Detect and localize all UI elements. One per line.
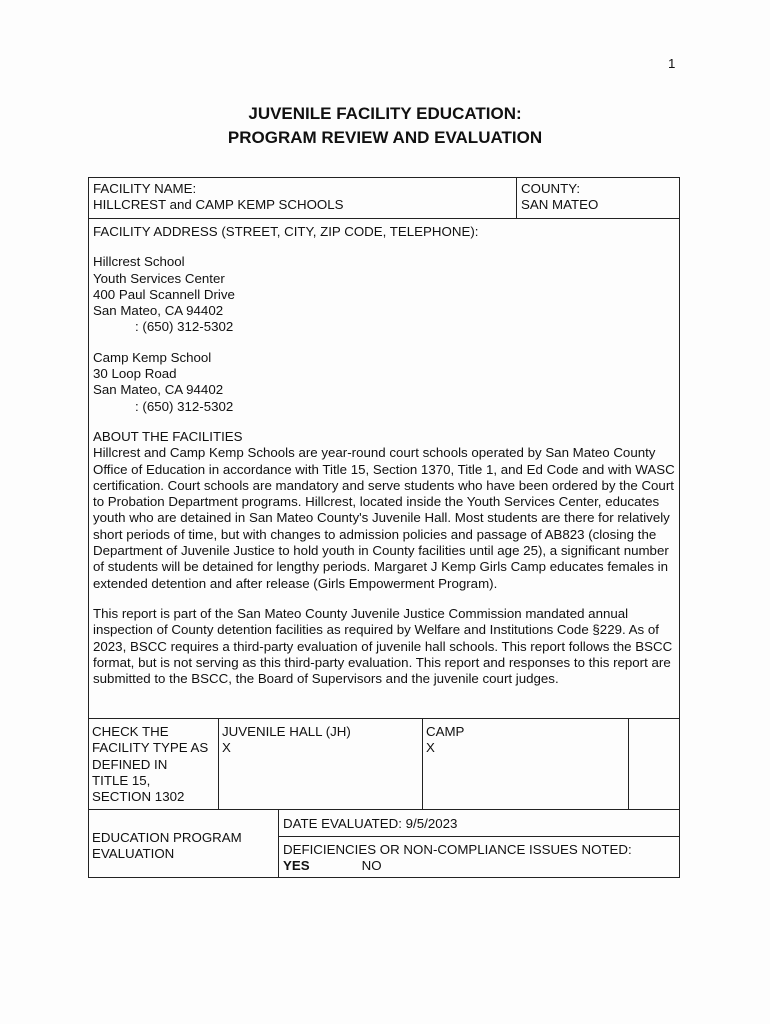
document-title: JUVENILE FACILITY EDUCATION: — [248, 104, 522, 123]
hillcrest-city: San Mateo, CA 94402 — [93, 303, 224, 319]
blank-cell — [628, 718, 680, 810]
camp-cell — [422, 718, 629, 810]
kemp-phone: : (650) 312-5302 — [135, 398, 234, 414]
hillcrest-street: 400 Paul Scannell Drive — [93, 286, 235, 302]
about-text: Hillcrest and Camp Kemp Schools are year-round court schools operated by San Mateo County Office of Education in accordance with Title 15, Section 1370, Title 1, and Ed Code and with WASC certification. Court schools are mandatory and serve students who have been ordered by the Court to Probation Department programs. Hillcrest, located inside the Youth Services Center, educates youth who are detained in San Mateo County's Juvenile Hall. Most students are there for relatively short periods of time, but with changes to admission policies and passage of AB823 (closing the Department of Juvenile Justice to hold youth in County facilities until age 25), a significant number of students will be detained for lengthy periods. Margaret J Kemp Girls Camp educates females in extended detention and after release (Girls Empowerment Program). — [93, 445, 675, 591]
date-evaluated: DATE EVALUATED: 9/5/2023 — [283, 816, 458, 831]
hillcrest-address — [93, 254, 675, 335]
education-eval-label: EVALUATION — [92, 846, 175, 862]
hillcrest-name: Hillcrest School — [93, 254, 185, 270]
education-eval-label: EDUCATION PROGRAM — [92, 830, 242, 845]
check-label-line: TITLE 15, — [92, 772, 151, 788]
check-label-line: CHECK THE — [92, 724, 169, 739]
page-number: 1 — [668, 56, 676, 71]
report-text: This report is part of the San Mateo County Juvenile Justice Commission mandated annual inspection of County detention facilities as required by Welfare and Institutions Code §229. As of 2023, BSCC requires a third-party evaluation of juvenile hall schools. This report follows the BSCC format, but is not serving as this third-party evaluation. This report and responses to this report are submitted to the BSCC, the Board of Supervisors and the juvenile court judges. — [93, 605, 673, 687]
kemp-address — [93, 350, 675, 415]
address-label: FACILITY ADDRESS (STREET, CITY, ZIP CODE, TELEPHONE): — [93, 224, 479, 239]
about-heading: ABOUT THE FACILITIES — [93, 428, 243, 444]
kemp-name: Camp Kemp School — [93, 349, 212, 365]
county-value: SAN MATEO — [521, 197, 599, 213]
facility-name-label: FACILITY NAME: — [93, 181, 197, 196]
deficiencies-cell — [278, 836, 680, 878]
camp-mark: X — [426, 740, 435, 756]
juvenile-hall-cell — [218, 718, 423, 810]
check-label-line: DEFINED IN — [92, 756, 168, 772]
hillcrest-building: Youth Services Center — [93, 270, 225, 286]
no-option: NO — [361, 858, 382, 874]
juvenile-hall-label: JUVENILE HALL (JH) — [222, 724, 351, 739]
check-label-cell — [88, 718, 219, 810]
county-label: COUNTY: — [521, 181, 581, 196]
camp-label: CAMP — [426, 724, 465, 739]
kemp-street: 30 Loop Road — [93, 366, 177, 382]
document-subtitle: PROGRAM REVIEW AND EVALUATION — [227, 128, 543, 147]
juvenile-hall-mark: X — [222, 740, 231, 756]
kemp-city: San Mateo, CA 94402 — [93, 382, 224, 398]
hillcrest-phone: : (650) 312-5302 — [135, 319, 234, 335]
county-cell — [516, 177, 680, 219]
check-label-line: FACILITY TYPE AS — [92, 740, 209, 756]
education-eval-label-cell — [88, 809, 279, 878]
facility-name-cell — [88, 177, 517, 219]
address-section — [88, 218, 680, 719]
deficiencies-label: DEFICIENCIES OR NON-COMPLIANCE ISSUES NOTED: — [283, 842, 632, 857]
yes-option: YES — [283, 858, 310, 874]
date-evaluated-cell — [278, 809, 680, 837]
facility-name-value: HILLCREST and CAMP KEMP SCHOOLS — [93, 197, 344, 213]
check-label-line: SECTION 1302 — [92, 789, 185, 805]
